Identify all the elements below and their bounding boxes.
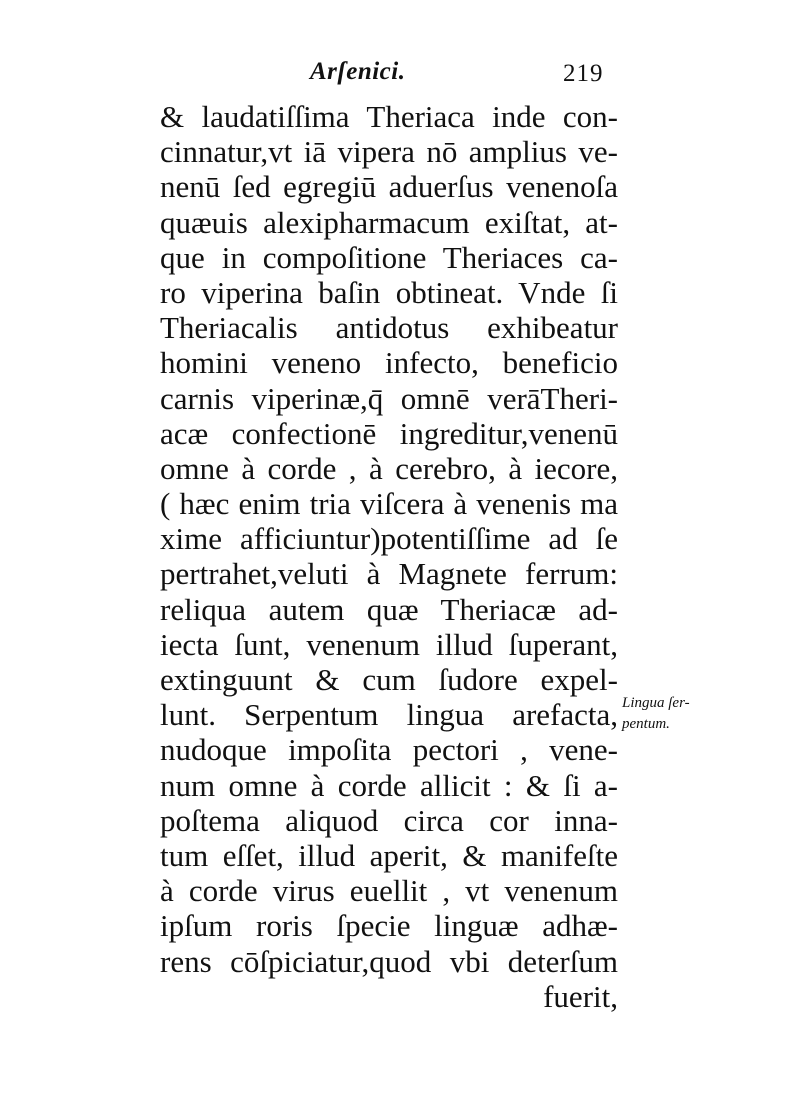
marginal-note-line: pentum.	[622, 716, 670, 732]
text-line: acæ confectionē ingreditur,venenū	[160, 415, 618, 451]
text-line: reliqua autem quæ Theriacæ ad-	[160, 591, 618, 627]
catchword-line: fuerit,	[543, 978, 618, 1014]
running-head-title: Arſenici.	[310, 58, 406, 85]
text-line: omne à corde , à cerebro, à iecore,	[160, 450, 618, 486]
text-line: pertrahet,veluti à Magnete ferrum:	[160, 556, 618, 592]
text-line: poſtema aliquod circa cor inna-	[160, 802, 618, 838]
text-line: Theriacalis antidotus exhibeatur	[160, 310, 618, 346]
text-line: ipſum roris ſpecie linguæ adhæ-	[160, 908, 618, 944]
text-line: lunt. Serpentum lingua arefacta,	[160, 697, 618, 733]
text-line: nudoque impoſita pectori , vene-	[160, 732, 618, 768]
marginal-note-line: Lingua ſer-	[622, 695, 690, 711]
text-line: extinguunt & cum ſudore expel-	[160, 662, 618, 697]
text-line: tum eſſet, illud aperit, & manifeſte	[160, 837, 618, 873]
body-text	[160, 99, 630, 1014]
text-line: num omne à corde allicit : & ſi a-	[160, 767, 618, 803]
text-line: cinnatur,vt iā vipera nō amplius ve-	[160, 134, 618, 170]
running-head	[160, 58, 620, 98]
text-line: nenū ſed egregiū aduerſus venenoſa	[160, 169, 618, 205]
text-line: à corde virus euellit , vt venenum	[160, 873, 618, 909]
text-line: rens cōſpiciatur,quod vbi deterſum	[160, 943, 618, 979]
text-line: & laudatiſſima Theriaca inde con-	[160, 99, 618, 134]
text-line: homini veneno infecto, beneficio	[160, 345, 618, 381]
text-line: carnis viperinæ,q̄ omnē verāTheri-	[160, 380, 618, 416]
text-line: ro viperina baſin obtineat. Vnde ſi	[160, 274, 618, 310]
marginal-note	[622, 693, 732, 735]
text-line: que in compoſitione Theriaces ca-	[160, 239, 618, 275]
text-line: quæuis alexipharmacum exiſtat, at-	[160, 204, 618, 240]
text-line: xime afficiuntur)potentiſſime ad ſe	[160, 521, 618, 557]
text-line: ( hæc enim tria viſcera à venenis ma	[160, 486, 618, 522]
page-number: 219	[563, 60, 604, 87]
text-line: iecta ſunt, venenum illud ſuperant,	[160, 626, 618, 662]
